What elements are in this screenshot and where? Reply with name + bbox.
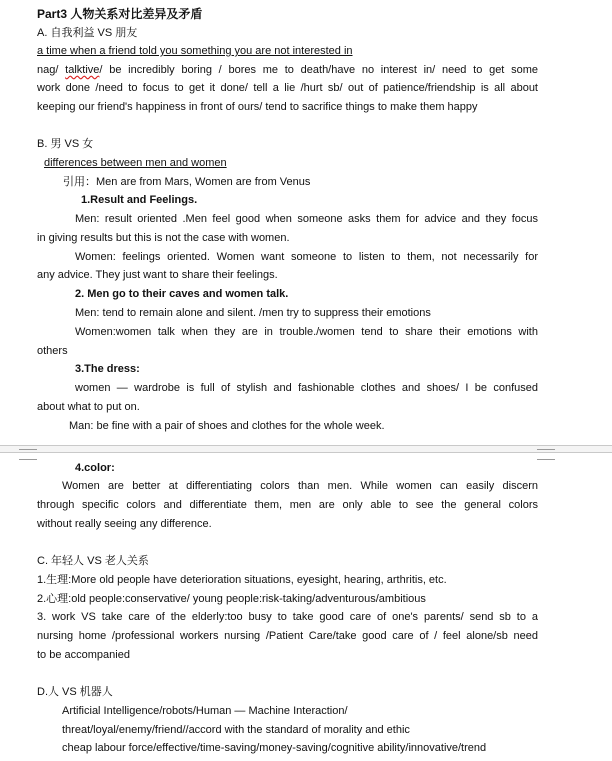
section-b-point3-women: about what to put on. <box>37 401 140 413</box>
section-b-point3-heading: 3.The dress: <box>75 363 140 375</box>
section-b-point3-women: women — wardrobe is full of stylish and fashionable clothes and shoes/ I be confused <box>75 382 538 394</box>
page-edge-bottom <box>0 452 612 453</box>
section-a-heading: A. 自我利益 VS 朋友 <box>37 27 138 39</box>
section-a-topic-text: a time when a friend told you something you are not interested in <box>37 45 353 57</box>
section-d-heading: D.人 VS 机器人 <box>37 686 113 698</box>
section-b-point4-body: without really seeing any difference. <box>37 518 212 530</box>
section-b-point1-women: Women: feelings oriented. Women want someone to listen to them, not necessarily for <box>75 251 538 263</box>
section-b-point4-body: through specific colors and differentiate them, men are only able to see the general colors <box>37 499 538 511</box>
section-b-point4-heading: 4.color: <box>75 462 115 474</box>
section-b-point4-body: Women are better at differentiating colors than men. While women can easily discern <box>62 480 538 492</box>
text-segment: nag/ <box>37 64 66 76</box>
section-c-line: to be accompanied <box>37 649 130 661</box>
section-b-point1-heading: 1.Result and Feelings. <box>81 194 198 206</box>
page-corner-mark-right <box>537 449 555 460</box>
section-d-line: cheap labour force/effective/time-saving/money-saving/cognitive ability/innovative/trend <box>62 742 487 754</box>
section-a-body-line <box>37 63 538 77</box>
section-b-topic <box>44 156 538 170</box>
page-edge-top <box>0 445 612 446</box>
text-segment: / be incredibly boring / bores me to death/have no interest in/ need to get some <box>99 64 539 76</box>
section-a-topic <box>37 44 538 58</box>
section-b-topic-text: differences between men and women <box>44 157 227 169</box>
section-b-point1-men: in giving results but this is not the case with women. <box>37 232 290 244</box>
doc-title: Part3 人物关系对比差异及矛盾 <box>37 7 203 21</box>
section-b-point1-women: any advice. They just want to share their feelings. <box>37 269 278 281</box>
section-b-quote: 引用：Men are from Mars, Women are from Venus <box>63 176 311 188</box>
section-d-line: threat/loyal/enemy/friend//accord with the standard of morality and ethic <box>62 724 410 736</box>
section-c-line: 2.心理:old people:conservative/ young people:risk-taking/adventurous/ambitious <box>37 593 426 605</box>
section-c-heading: C. 年轻人 VS 老人关系 <box>37 555 149 567</box>
section-b-point3-man: Man: be fine with a pair of shoes and clothes for the whole week. <box>69 420 385 432</box>
section-c-line: 1.生理:More old people have deterioration situations, eyesight, hearing, arthritis, etc. <box>37 574 447 586</box>
section-b-heading: B. 男 VS 女 <box>37 138 94 150</box>
section-b-point2-women: Women:women talk when they are in trouble./women tend to share their emotions with <box>75 326 538 338</box>
page-corner-mark-left <box>19 449 37 460</box>
spellcheck-word: talktive <box>65 64 100 76</box>
section-b-point1-men: Men: result oriented .Men feel good when someone asks them for advice and they focus <box>75 213 538 225</box>
section-d-line: Artificial Intelligence/robots/Human — Machine Interaction/ <box>62 705 348 717</box>
section-a-body-line: keeping our friend's happiness in front of ours/ tend to sacrifice things to make them happy <box>37 101 478 113</box>
section-a-body-line: work done /need to focus to get it done/ tell a lie /hurt sb/ out of patience/friendship is all about <box>37 82 538 94</box>
section-b-point2-heading: 2. Men go to their caves and women talk. <box>75 288 289 300</box>
section-b-point2-women: others <box>37 345 68 357</box>
section-c-line: 3. work VS take care of the elderly:too busy to take good care of one's parents/ send sb to a <box>37 611 538 623</box>
section-b-point2-men: Men: tend to remain alone and silent. /men try to suppress their emotions <box>75 307 431 319</box>
section-c-line: nursing home /professional workers nursing /Patient Care/take good care of / feel alone/sb need <box>37 630 538 642</box>
